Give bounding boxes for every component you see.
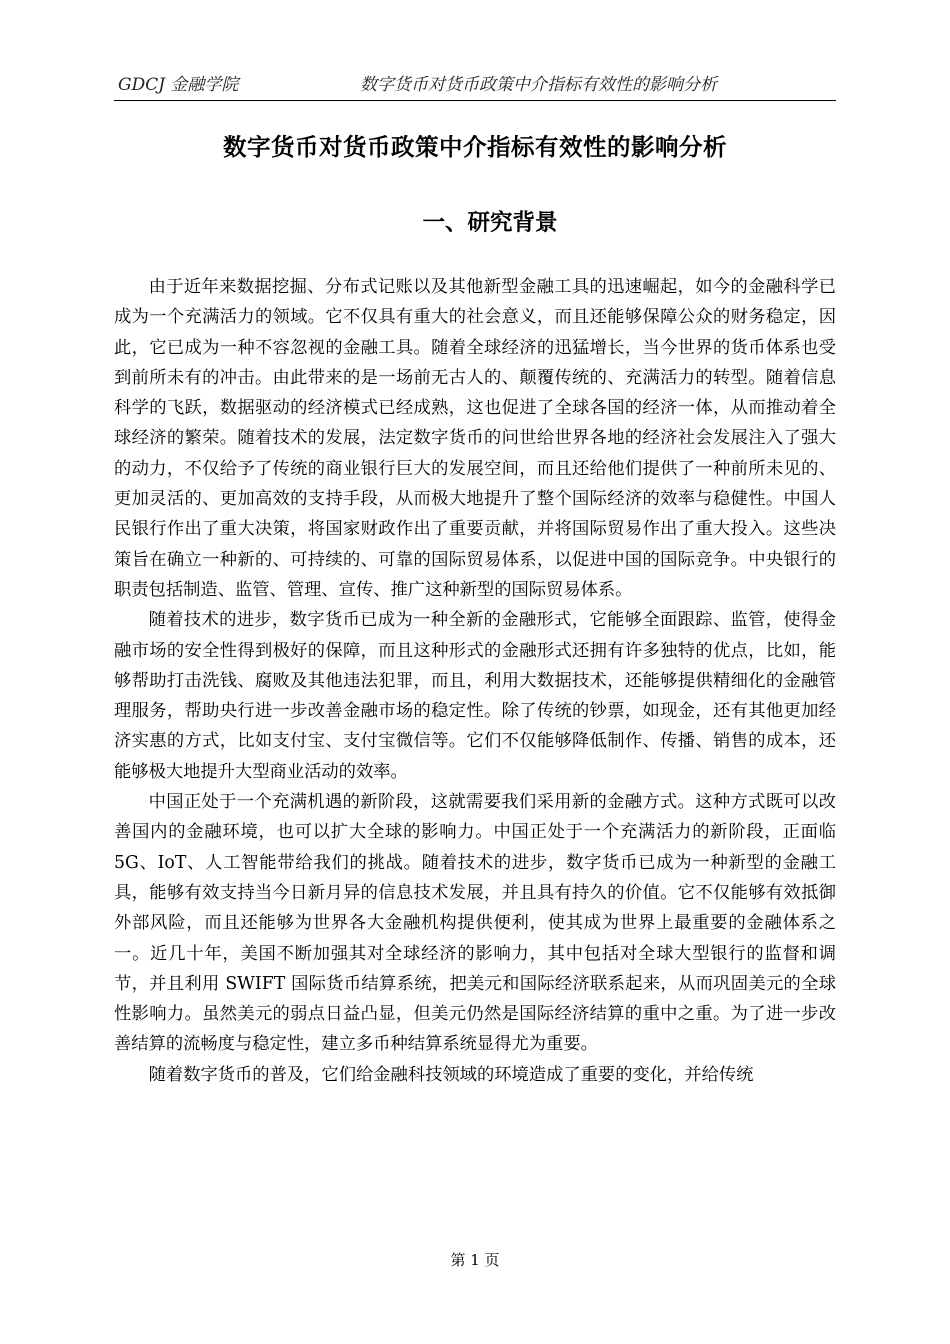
paragraph-3: 中国正处于一个充满机遇的新阶段，这就需要我们采用新的金融方式。这种方式既可以改善国内的金融环境，也可以扩大全球的影响力。中国正处于一个充满活力的新阶段，正面临 5G、IoT、人工智能带给我们的挑战。随着技术的进步，数字货币已成为一种新型的金融工具，能够有效支持当今日新月异的信息技术发展，并且具有持久的价值。它不仅能够有效抵御外部风险，而且还能够为世界各大金融机构提供便利，使其成为世界上最重要的金融体系之一。近几十年，美国不断加强其对全球经济的影响力，其中包括对全球大型银行的监督和调节，并且利用 SWIFT 国际货币结算系统，把美元和国际经济联系起来，从而巩固美元的全球性影响力。虽然美元的弱点日益凸显，但美元仍然是国际经济结算的重中之重。为了进一步改善结算的流畅度与稳定性，建立多币种结算系统显得尤为重要。	[114, 792, 836, 1055]
section-heading: 一、研究背景	[422, 210, 558, 236]
header-running-title: 数字货币对货币政策中介指标有效性的影响分析	[360, 75, 717, 95]
document-title: 数字货币对货币政策中介指标有效性的影响分析	[223, 133, 727, 161]
paragraph-2: 随着技术的进步，数字货币已成为一种全新的金融形式，它能够全面跟踪、监管，使得金融市场的安全性得到极好的保障，而且这种形式的金融形式还拥有许多独特的优点，比如，能够帮助打击洗钱、腐败及其他违法犯罪，而且，利用大数据技术，还能够提供精细化的金融管理服务，帮助央行进一步改善金融市场的稳定性。除了传统的钞票，如现金，还有其他更加经济实惠的方式，比如支付宝、支付宝微信等。它们不仅能够降低制作、传播、销售的成本，还能够极大地提升大型商业活动的效率。	[114, 610, 836, 782]
page-header	[114, 64, 836, 101]
body-text	[114, 272, 836, 1090]
paragraph-1: 由于近年来数据挖掘、分布式记账以及其他新型金融工具的迅速崛起，如今的金融科学已成为一个充满活力的领域。它不仅具有重大的社会意义，而且还能够保障公众的财务稳定，因此，它已成为一种不容忽视的金融工具。随着全球经济的迅猛增长，当今世界的货币体系也受到前所未有的冲击。由此带来的是一场前无古人的、颠覆传统的、充满活力的转型。随着信息科学的飞跃，数据驱动的经济模式已经成熟，这也促进了全球各国的经济一体，从而推动着全球经济的繁荣。随着技术的发展，法定数字货币的问世给世界各地的经济社会发展注入了强大的动力，不仅给予了传统的商业银行巨大的发展空间，而且还给他们提供了一种前所未见的、更加灵活的、更加高效的支持手段，从而极大地提升了整个国际经济的效率与稳健性。中国人民银行作出了重大决策，将国家财政作出了重要贡献，并将国际贸易作出了重大投入。这些决策旨在确立一种新的、可持续的、可靠的国际贸易体系，以促进中国的国际竞争。中央银行的职责包括制造、监管、管理、宣传、推广这种新型的国际贸易体系。	[114, 277, 836, 600]
header-institution: GDCJ 金融学院	[118, 75, 239, 95]
paragraph-4: 随着数字货币的普及，它们给金融科技领域的环境造成了重要的变化，并给传统	[148, 1064, 754, 1085]
page-number: 第 1 页	[450, 1251, 500, 1269]
